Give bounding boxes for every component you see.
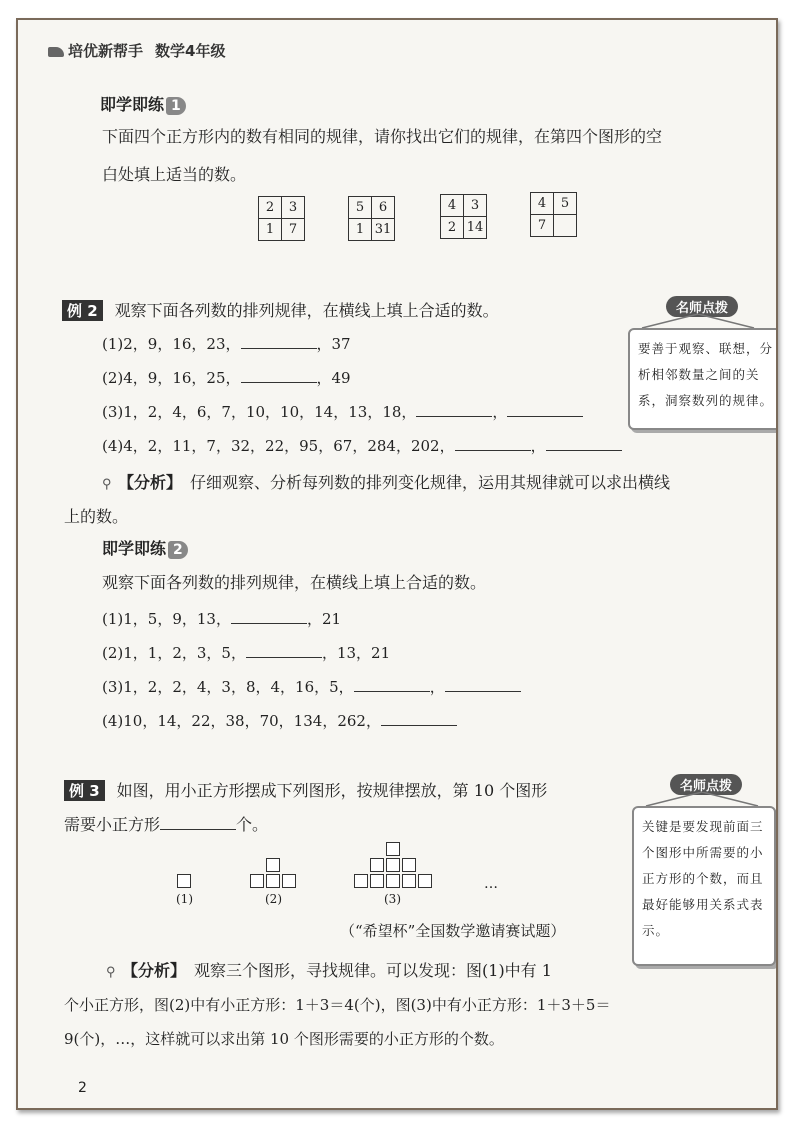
example-2-item-1: [102, 333, 351, 354]
practice-2-item-3: [102, 676, 521, 697]
small-square: [402, 858, 416, 872]
tip-box: [632, 806, 776, 966]
answer-blank[interactable]: [231, 609, 307, 624]
book-page: [16, 18, 778, 1110]
item-text: (4)10，14，22，38，70，134，262，: [102, 712, 381, 730]
answer-blank[interactable]: [354, 677, 430, 692]
number-grid-2: [348, 196, 395, 241]
example-3-analysis-line1: [106, 958, 552, 981]
practice-2-title: [102, 536, 188, 559]
answer-blank[interactable]: [381, 711, 457, 726]
grid-cell: 4: [531, 193, 554, 215]
figure-label-3: (3): [384, 892, 401, 906]
item-text: ，: [530, 437, 546, 455]
item-text: ，37: [316, 335, 351, 353]
analysis-label: 【分析】: [118, 473, 183, 492]
figure-ellipsis: …: [484, 876, 498, 892]
analysis-label: 【分析】: [122, 961, 187, 980]
item-text: ，: [492, 403, 508, 421]
example-2-item-4: [102, 435, 622, 456]
grid-cell-blank[interactable]: [554, 215, 577, 237]
practice-1-text-line1: 下面四个正方形内的数有相同的规律，请你找出它们的规律，在第四个图形的空: [102, 127, 663, 146]
small-square: [250, 874, 264, 888]
example-2-analysis-line2: 上的数。: [64, 507, 129, 526]
magnifier-icon: ⚲: [106, 965, 116, 980]
small-square: [177, 874, 191, 888]
figure-label-1: (1): [176, 892, 193, 906]
practice-1-title: [100, 92, 186, 115]
magnifier-icon: ⚲: [102, 477, 112, 492]
small-square: [282, 874, 296, 888]
example-2-label: 例 2: [62, 300, 103, 321]
grid-cell: 1: [259, 219, 282, 241]
item-text: (4)4，2，11，7，32，22，95，67，284，202，: [102, 437, 455, 455]
item-text: ，: [429, 678, 445, 696]
tip-tag: 名师点拨: [670, 774, 742, 795]
grid-cell: 2: [441, 217, 464, 239]
practice-2-item-1: [102, 608, 341, 629]
grid-cell: 2: [259, 197, 282, 219]
item-text: (3)1，2，4，6，7，10，10，14，13，18，: [102, 403, 417, 421]
answer-blank[interactable]: [455, 436, 531, 451]
grid-cell: 5: [349, 197, 372, 219]
example-2-question: [62, 298, 499, 321]
practice-2-number: 2: [168, 541, 188, 559]
practice-2-item-2: [102, 642, 390, 663]
grid-cell: 1: [349, 219, 372, 241]
analysis-text: 仔细观察、分析每列数的排列变化规律，运用其规律就可以求出横线: [190, 473, 671, 492]
book-brand: 培优新帮手: [68, 42, 144, 60]
practice-2-item-4: [102, 710, 457, 731]
practice-2-title-text: 即学即练: [102, 539, 167, 558]
example-2-item-3: [102, 401, 583, 422]
answer-blank[interactable]: [416, 402, 492, 417]
example-3-label: 例 3: [64, 780, 105, 801]
example-3-analysis-line2: 个小正方形，图(2)中有小正方形：1＋3＝4(个)，图(3)中有小正方形：1＋3＋5＝: [64, 996, 611, 1014]
grid-cell: 6: [372, 197, 395, 219]
item-text: (2)1，1，2，3，5，: [102, 644, 246, 662]
item-text: (3)1，2，2，4，3，8，4，16，5，: [102, 678, 354, 696]
practice-2-question: 观察下面各列数的排列规律，在横线上填上合适的数。: [102, 573, 487, 592]
item-text: ，21: [306, 610, 342, 628]
small-square: [386, 858, 400, 872]
small-square: [370, 874, 384, 888]
tip-box: [628, 328, 778, 430]
example-3-source: （“希望杯”全国数学邀请赛试题）: [340, 922, 566, 940]
answer-blank[interactable]: [160, 815, 236, 830]
question-text: 个。: [236, 815, 269, 834]
answer-blank[interactable]: [241, 334, 317, 349]
example-2-analysis-line1: [102, 470, 670, 493]
small-square: [402, 874, 416, 888]
item-text: (2)4，9，16，25，: [102, 369, 241, 387]
figure-label-2: (2): [265, 892, 282, 906]
example-3-question-text: 如图，用小正方形摆成下列图形，按规律摆放，第 10 个图形: [116, 781, 548, 800]
small-square: [386, 842, 400, 856]
example-3-analysis-line3: 9(个)，…，这样就可以求出第 10 个图形需要的小正方形的个数。: [64, 1030, 504, 1048]
small-square: [354, 874, 368, 888]
analysis-text: 观察三个图形，寻找规律。可以发现：图(1)中有 1: [194, 961, 552, 980]
small-square: [266, 874, 280, 888]
grid-cell: 7: [531, 215, 554, 237]
tip-text: 关键是要发现前面三个图形中所需要的小正方形的个数，而且最好能够用关系式表示。: [642, 819, 764, 938]
grid-cell: 3: [464, 195, 487, 217]
grid-cell: 7: [282, 219, 305, 241]
small-square: [370, 858, 384, 872]
answer-blank[interactable]: [246, 643, 322, 658]
page-number: 2: [78, 1080, 87, 1096]
small-square: [386, 874, 400, 888]
practice-1-text-line2: 白处填上适当的数。: [102, 165, 247, 184]
graduation-cap-icon: [48, 47, 64, 57]
practice-1-number: 1: [166, 97, 186, 115]
question-text: 需要小正方形: [64, 815, 161, 834]
book-subject: 数学4年级: [155, 42, 226, 60]
item-text: ，49: [316, 369, 351, 387]
answer-blank[interactable]: [241, 368, 317, 383]
answer-blank[interactable]: [546, 436, 622, 451]
small-square: [266, 858, 280, 872]
item-text: (1)2，9，16，23，: [102, 335, 241, 353]
item-text: (1)1，5，9，13，: [102, 610, 231, 628]
item-text: ，13，21: [321, 644, 391, 662]
practice-1-title-text: 即学即练: [100, 95, 165, 114]
grid-cell: 4: [441, 195, 464, 217]
tip-text: 要善于观察、联想，分析相邻数量之间的关系，洞察数列的规律。: [638, 341, 774, 408]
grid-cell: 31: [372, 219, 395, 241]
number-grid-4: [530, 192, 577, 237]
tip-tag: 名师点拨: [666, 296, 738, 317]
answer-blank[interactable]: [445, 677, 521, 692]
example-3-question-line1: [64, 778, 547, 801]
example-2-question-text: 观察下面各列数的排列规律，在横线上填上合适的数。: [114, 301, 499, 320]
grid-cell: 14: [464, 217, 487, 239]
number-grid-1: [258, 196, 305, 241]
grid-cell: 5: [554, 193, 577, 215]
grid-cell: 3: [282, 197, 305, 219]
small-square: [418, 874, 432, 888]
number-grid-3: [440, 194, 487, 239]
example-2-item-2: [102, 367, 351, 388]
answer-blank[interactable]: [507, 402, 583, 417]
page-header: [48, 40, 225, 61]
example-3-question-line2: [64, 812, 268, 835]
